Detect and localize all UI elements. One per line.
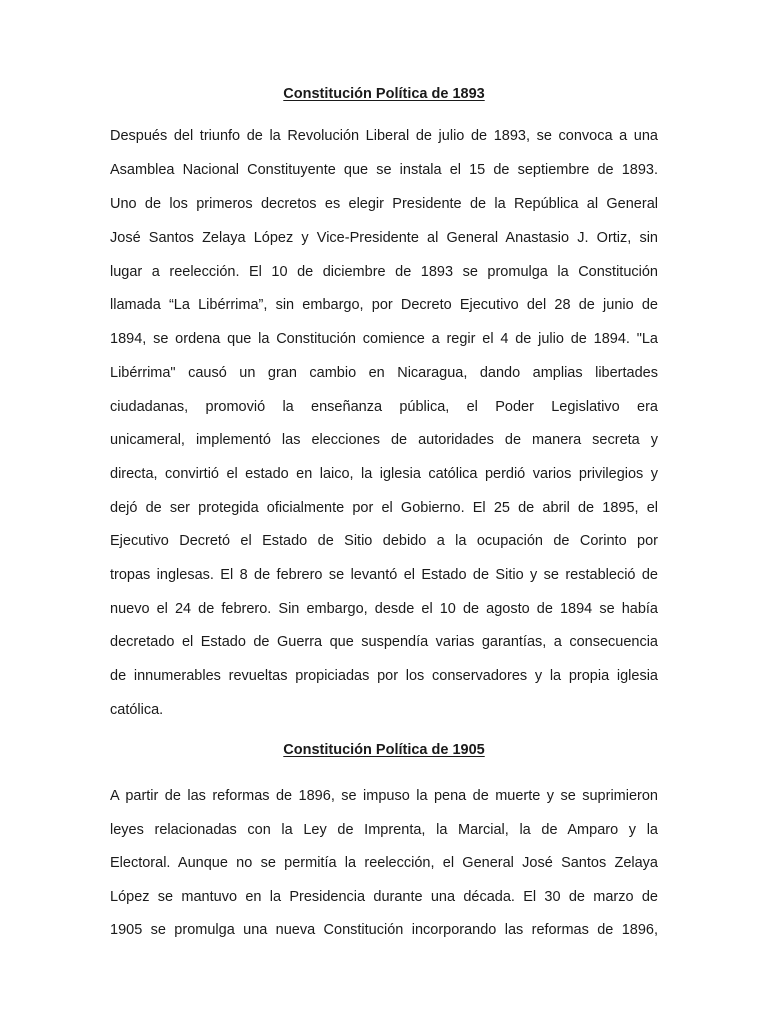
text-line: dejó de ser protegida oficialmente por el Gobierno. El 25 de abril de 1895, el [110, 500, 658, 516]
text-line: nuevo el 24 de febrero. Sin embargo, desde el 10 de agosto de 1894 se había [110, 601, 658, 617]
text-line: José Santos Zelaya López y Vice-Presidente al General Anastasio J. Ortiz, sin [110, 230, 658, 246]
text-line: Ejecutivo Decretó el Estado de Sitio debido a la ocupación de Corinto por [110, 533, 658, 549]
text-line: tropas inglesas. El 8 de febrero se levantó el Estado de Sitio y se restableció de [110, 567, 658, 583]
text-line: 1894, se ordena que la Constitución comience a regir el 4 de julio de 1894. "La [110, 331, 658, 347]
text-line: Asamblea Nacional Constituyente que se instala el 15 de septiembre de 1893. [110, 162, 658, 178]
text-line: Después del triunfo de la Revolución Liberal de julio de 1893, se convoca a una [110, 128, 658, 144]
section-title-1893: Constitución Política de 1893 [283, 86, 485, 102]
text-line: leyes relacionadas con la Ley de Imprenta, la Marcial, la de Amparo y la [110, 822, 658, 838]
text-line: Libérrima" causó un gran cambio en Nicaragua, dando amplias libertades [110, 365, 658, 381]
text-line: López se mantuvo en la Presidencia durante una década. El 30 de marzo de [110, 889, 658, 905]
text-line: A partir de las reformas de 1896, se impuso la pena de muerte y se suprimieron [110, 788, 658, 804]
text-line: llamada “La Libérrima”, sin embargo, por Decreto Ejecutivo del 28 de junio de [110, 297, 658, 313]
text-line: decretado el Estado de Guerra que suspendía varias garantías, a consecuencia [110, 634, 658, 650]
text-line: Uno de los primeros decretos es elegir Presidente de la República al General [110, 196, 658, 212]
text-line: unicameral, implementó las elecciones de autoridades de manera secreta y [110, 432, 658, 448]
text-line: Electoral. Aunque no se permitía la reelección, el General José Santos Zelaya [110, 855, 658, 871]
text-line: lugar a reelección. El 10 de diciembre de 1893 se promulga la Constitución [110, 264, 658, 280]
section-title-1905: Constitución Política de 1905 [283, 742, 485, 758]
text-line: de innumerables revueltas propiciadas por los conservadores y la propia iglesia [110, 668, 658, 684]
text-line: católica. [110, 702, 164, 718]
text-line: directa, convirtió el estado en laico, la iglesia católica perdió varios privilegios y [110, 466, 658, 482]
text-line: ciudadanas, promovió la enseñanza pública, el Poder Legislativo era [110, 399, 658, 415]
text-line: 1905 se promulga una nueva Constitución incorporando las reformas de 1896, [110, 922, 658, 938]
